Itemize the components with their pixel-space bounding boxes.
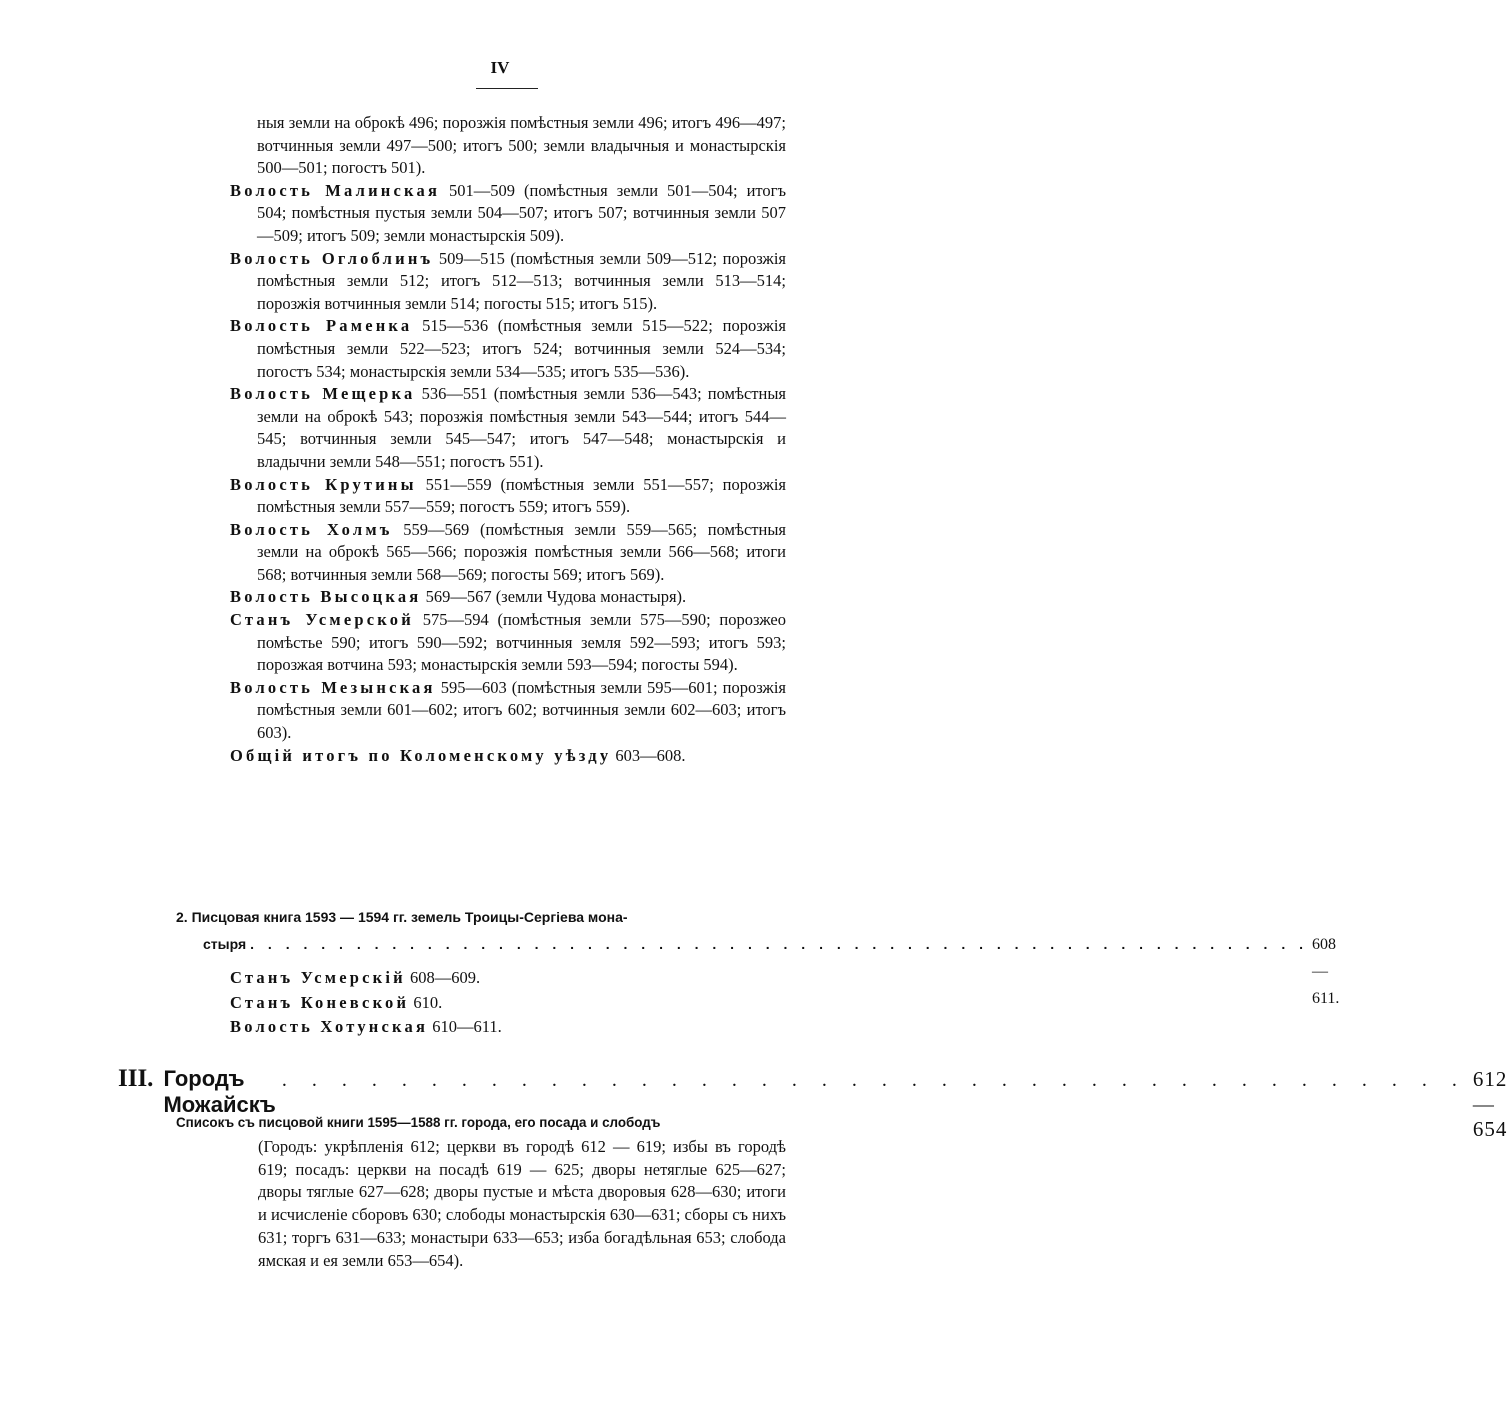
entry-heading: Станъ Усмерскій <box>230 968 406 987</box>
entry-heading: Волость Оглоблинъ <box>230 248 434 268</box>
entry-kholm <box>230 519 786 587</box>
entry-text: 603—608. <box>611 745 686 765</box>
entry-total <box>230 745 786 768</box>
entry-krutiny <box>230 474 786 519</box>
entry-text: ныя земли на оброкѣ 496; порозжія помѣстныя земли 496; итогъ 496—497; вотчинныя земли 497—500; итогъ 500; земли владычныя и монастырскія 500—501; погостъ 501). <box>257 113 786 178</box>
entry-usmerskiy <box>230 966 790 991</box>
entry-text: 569—567 (земли Чудова монастыря). <box>421 587 687 607</box>
entry-text: 515—536 (помѣстныя земли 515—522; порозжія помѣстныя земли 522—523; итогъ 524; вотчинныя земли 524—534; погостъ 534; монастырскія земли 534—535; итогъ 535—536). <box>257 316 786 381</box>
entry-text: 610. <box>409 992 443 1012</box>
entry-continuation <box>230 112 786 180</box>
entry-khotunskaya <box>230 1015 790 1040</box>
entry-malinskaya <box>230 180 786 248</box>
section-2-title-cont: стыря <box>203 936 247 952</box>
entry-text: 509—515 (помѣстныя земли 509—512; порозжія помѣстныя земли 512; итогъ 512—513; вотчинныя земли 513—514; порозжія вотчинныя земли 514; погосты 515; итогъ 515). <box>257 248 786 313</box>
entry-heading: Волость Малинская <box>230 180 441 200</box>
entry-konevskoy <box>230 991 790 1016</box>
entry-text: 610—611. <box>428 1017 502 1036</box>
entry-heading: Волость Мещерка <box>230 384 416 404</box>
entry-heading: Волость Холмъ <box>230 519 393 539</box>
list-title: Списокъ съ писцовой книги 1595—1588 гг. города, его посада и слободъ <box>176 1115 661 1130</box>
entry-ramenka <box>230 315 786 383</box>
page-number-rule <box>476 88 538 89</box>
entry-ogloblin <box>230 248 786 316</box>
entry-text: 536—551 (помѣстныя земли 536—543; помѣстныя земли на оброкѣ 543; порозжія помѣстныя земли 543—544; итогъ 544—545; вотчинныя земли 545—547; итогъ 547—548; монастырскія и владычни земли 548—551; погостъ 551). <box>257 384 786 471</box>
leader-dots: . . . . . . . . . . . . . . . . . . . . . . . . . . . . . . . . . . . . . . . . <box>281 1069 1467 1091</box>
entry-usmerskoy <box>230 609 786 677</box>
entry-heading: Волость Мезынская <box>230 677 436 697</box>
section-2-entries <box>230 966 790 1040</box>
page-number: IV <box>490 58 510 77</box>
entry-mezynskaya <box>230 677 786 745</box>
section-2-title: 2. Писцовая книга 1593 — 1594 гг. земель Троицы-Сергіева мона- <box>176 909 628 925</box>
entry-text: 595—603 (помѣстныя земли 595—601; порозжія помѣстныя земли 601—602; итогъ 602; вотчинныя земли 602—603; итогъ 603). <box>257 677 786 743</box>
leader-dots: . . . . . . . . . . . . . . . . . . . . . . . . . . . . . . . . . . . . . . . . . . . . . . . . . . . . . . . . . . . . <box>250 936 1309 952</box>
entry-heading: Станъ Коневской <box>230 992 410 1012</box>
district-entries <box>230 112 786 767</box>
entry-heading: Волость Хотунская <box>230 1017 429 1036</box>
entry-text: 608—609. <box>405 968 481 987</box>
entry-text: 551—559 (помѣстныя земли 551—557; порозжія помѣстныя земли 557—559; погостъ 559; итогъ 559). <box>257 474 786 517</box>
section-2-pages: 608—611. <box>1312 936 1340 1007</box>
entry-text: 501—509 (помѣстныя земли 501—504; итогъ 504; помѣстныя пустыя земли 504—507; итогъ 507; вотчинныя земли 507—509; итогъ 509; земли монастырскія 509). <box>257 180 786 245</box>
section-3-pages: 612—654 <box>1472 1067 1507 1141</box>
entry-vysotskaya <box>230 586 786 609</box>
section-3-number: III. <box>118 1065 154 1092</box>
entry-text: 575—594 (помѣстныя земли 575—590; порозжео помѣстье 590; итогъ 590—592; вотчинныя земля 592—593; итогъ 593; порозжая вотчина 593; монастырскія земли 593—594; погосты 594). <box>257 610 786 675</box>
list-body: (Городъ: укрѣпленія 612; церкви въ городѣ 612 — 619; избы въ городѣ 619; посадъ: церкви на посадѣ 619 — 625; дворы нетяглые 625—627; дворы тяглые 627—628; дворы пустые и мѣста дворовыя 628—630; итоги и исчисленіе сборовъ 630; слободы монастырскія 630—631; сборы съ нихъ 631; торгъ 631—633; монастыри 633—653; изба богадѣльная 653; слобода ямская и ея земли 653—654). <box>258 1137 786 1270</box>
entry-text: 559—569 (помѣстныя земли 559—565; помѣстныя земли на оброкѣ 565—566; порозжія помѣстныя земли 566—568; итоги 568; вотчинныя земли 568—569; погосты 569; итогъ 569). <box>257 519 786 584</box>
entry-heading: Волость Раменка <box>230 316 413 336</box>
entry-heading: Волость Крутины <box>230 474 417 494</box>
entry-heading: Общій итогъ по Коломенскому уѣзду <box>230 745 612 765</box>
entry-meshcherka <box>230 383 786 473</box>
entry-heading: Волость Высоцкая <box>230 587 422 607</box>
entry-heading: Станъ Усмерской <box>230 610 414 630</box>
section-3-title: Городъ Можайскъ <box>163 1066 276 1117</box>
